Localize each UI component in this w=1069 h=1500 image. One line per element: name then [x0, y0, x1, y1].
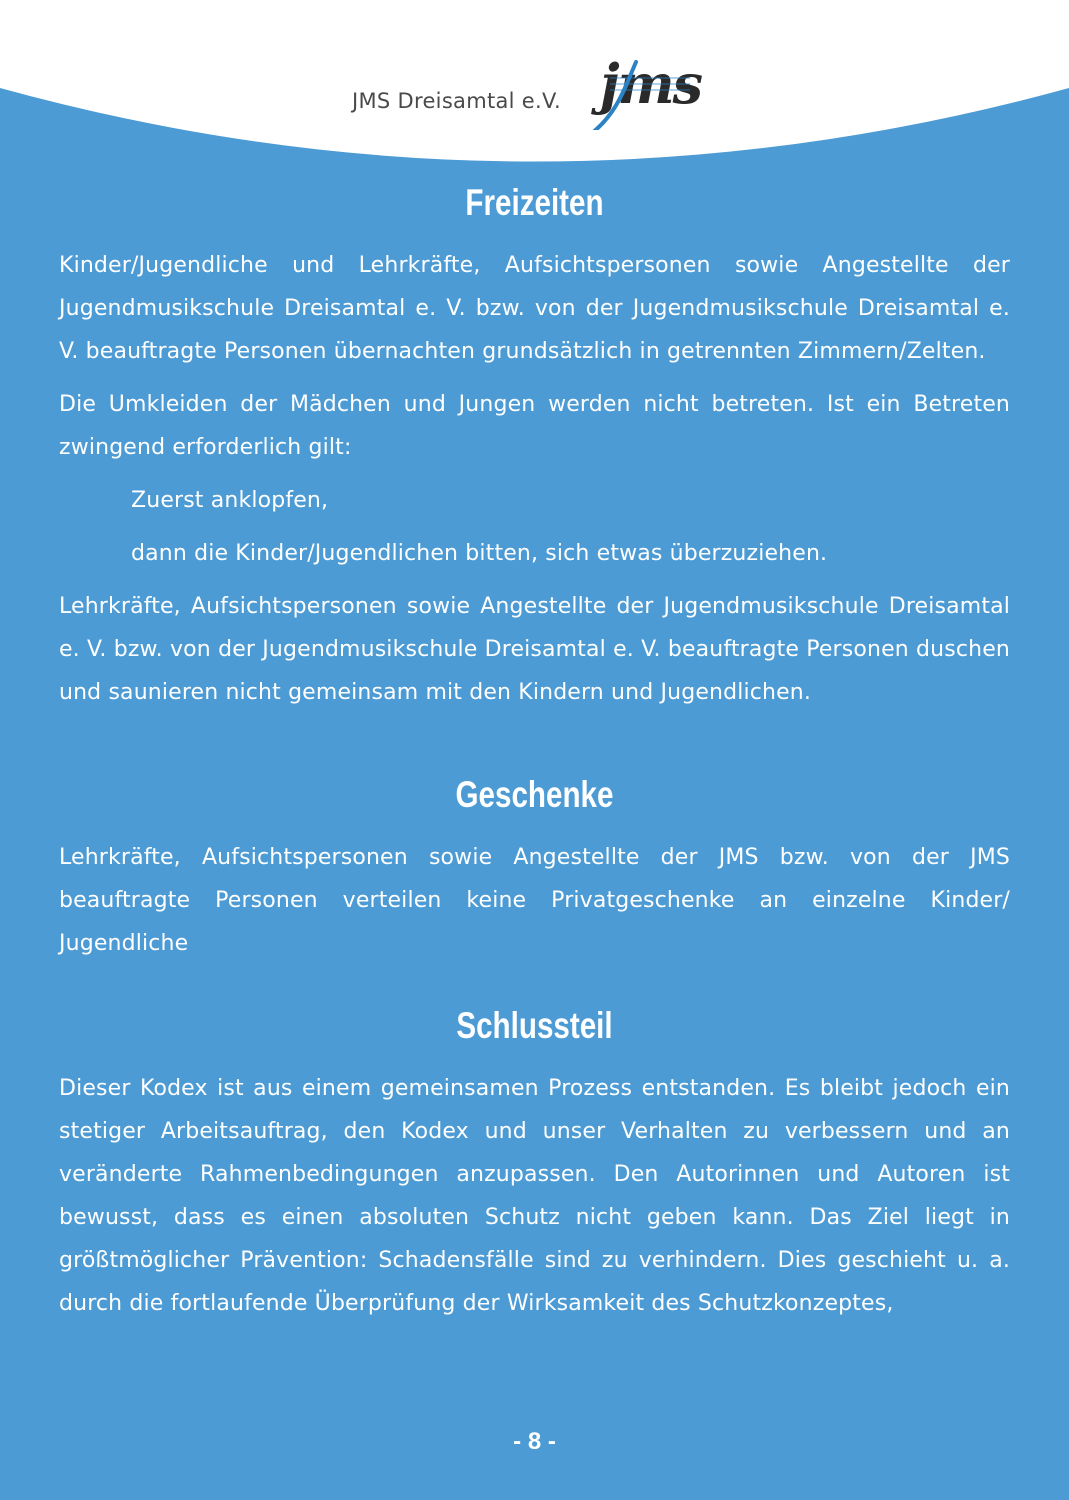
paragraph: Lehrkräfte, Aufsichtspersonen sowie Angestellte der JMS bzw. von der JMS beauftragte Personen verteilen keine Privatgeschenke an einzelne Kinder/ Jugendliche — [59, 845, 1010, 956]
paragraph: Dieser Kodex ist aus einem gemeinsamen Prozess entstanden. Es bleibt jedoch ein stetiger Arbeitsauftrag, den Kodex und unser Verhalten zu verbessern und an veränderte Rahmenbedingungen anzupassen. Den Autorinnen und Autoren ist bewusst, dass es einen absoluten Schutz nicht geben kann. Das Ziel liegt in größtmöglicher Prävention: Schadensfälle sind zu verhindern. Dies geschieht u. a. durch die fortlaufende Überprüfung der Wirksamkeit des Schutzkonzeptes, — [59, 1076, 1010, 1316]
section-freizeiten — [59, 172, 1010, 714]
paragraph: Die Umkleiden der Mädchen und Jungen werden nicht betreten. Ist ein Betreten zwingend erforderlich gilt: — [59, 392, 1010, 460]
section-title-schlussteil: Schlussteil — [456, 1005, 613, 1046]
section-schlussteil — [59, 995, 1010, 1325]
logo-swoosh-icon — [580, 50, 725, 130]
section-title-freizeiten: Freizeiten — [465, 182, 604, 223]
page-number: - 8 - — [513, 1428, 556, 1455]
jms-logo — [580, 50, 725, 130]
list-item: dann die Kinder/Jugendlichen bitten, sich etwas überzuziehen. — [131, 541, 828, 566]
list-item: Zuerst anklopfen, — [131, 488, 329, 513]
page-header — [352, 44, 727, 132]
section-geschenke — [59, 764, 1010, 965]
logo-wordmark: jms — [600, 52, 702, 116]
page-content — [59, 172, 1010, 1325]
paragraph: Kinder/Jugendliche und Lehrkräfte, Aufsichtspersonen sowie Angestellte der Jugendmusikschule Dreisamtal e. V. bzw. von der Jugendmusikschule Dreisamtal e. V. beauftragte Personen übernachten grundsätzlich in getrennten Zimmern/Zelten. — [59, 253, 1010, 364]
section-title-geschenke: Geschenke — [455, 774, 614, 815]
org-name: JMS Dreisamtal e.V. — [352, 89, 561, 113]
paragraph: Lehrkräfte, Aufsichtspersonen sowie Angestellte der Jugendmusikschule Dreisamtal e. V. bzw. von der Jugendmusikschule Dreisamtal e. V. beauftragte Personen duschen und saunieren nicht gemeinsam mit den Kindern und Jugendlichen. — [59, 594, 1010, 705]
